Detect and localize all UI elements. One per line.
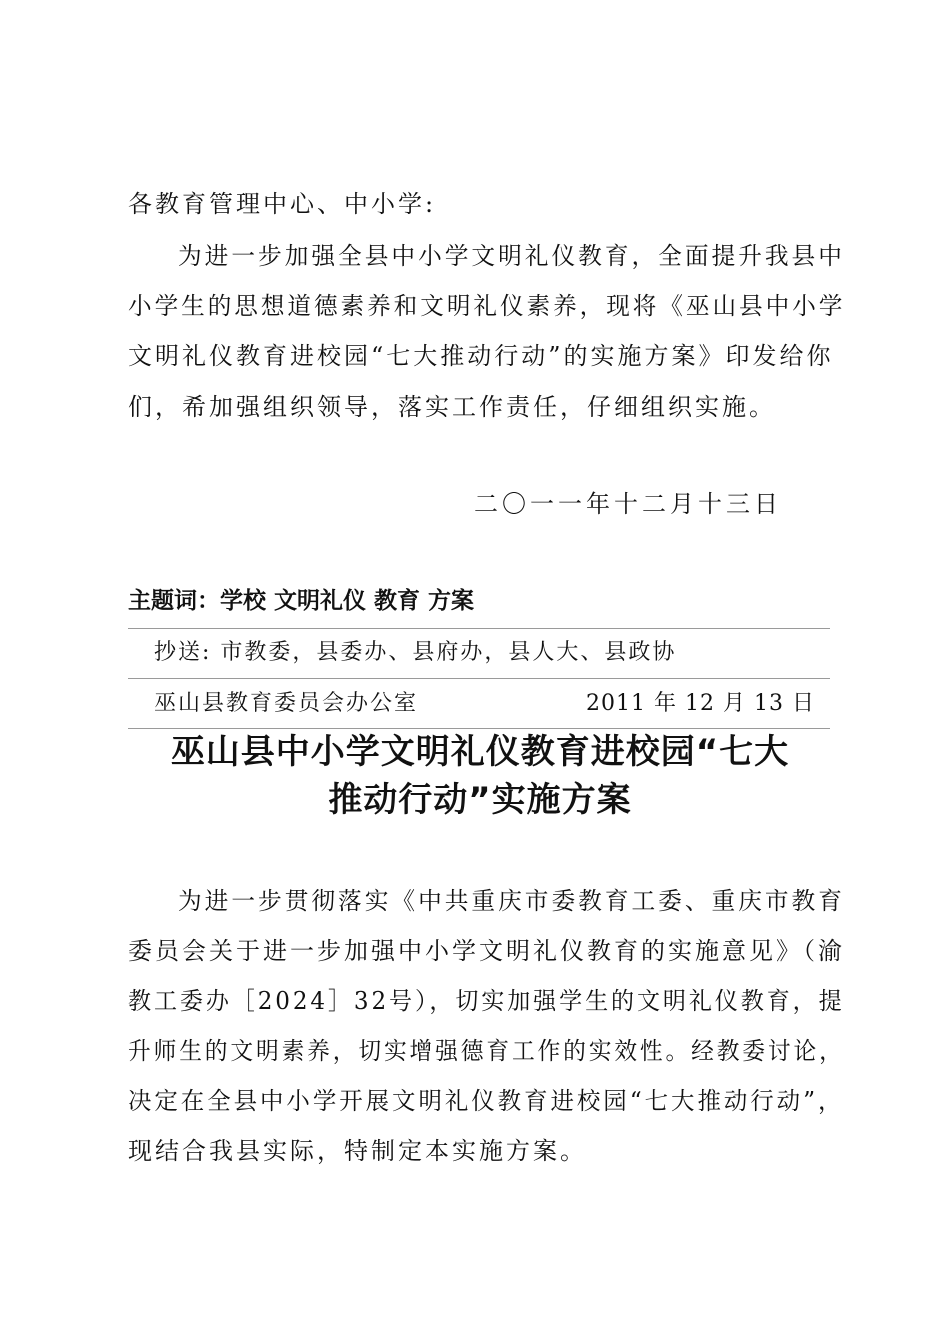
notice-date: 二〇一一年十二月十三日 [474,490,782,518]
divider [128,678,830,679]
notice-body-line: 为进一步加强全县中小学文明礼仪教育，全面提升我县中 [178,242,845,270]
subject-keyword: 教育 [374,588,420,614]
cc-label: 抄送: [154,640,212,665]
notice-body-line: 小学生的思想道德素养和文明礼仪素养，现将《巫山县中小学 [128,292,846,320]
cc-recipients: 市教委，县委办、县府办，县人大、县政协 [220,640,677,665]
issue-date: 2011 年 12 月 13 日 [586,691,815,716]
subject-keywords [128,585,482,617]
plan-title-line: 推动行动”实施方案 [328,780,632,820]
salutation: 各教育管理中心、中小学: [128,190,437,218]
plan-body-line: 决定在全县中小学开展文明礼仪教育进校园“七大推动行动”， [128,1087,845,1115]
notice-body-line: 文明礼仪教育进校园“七大推动行动”的实施方案》印发给你 [128,342,834,370]
plan-title-line: 巫山县中小学文明礼仪教育进校园“七大 [170,732,790,772]
divider [128,628,830,629]
divider [128,728,830,729]
cc-line [154,638,676,668]
subject-keyword: 文明礼仪 [274,588,366,614]
issuer-office: 巫山县教育委员会办公室 [154,691,419,716]
plan-body-line: 委员会关于进一步加强中小学文明礼仪教育的实施意见》（渝 [128,937,845,965]
plan-body-line: 升师生的文明素养，切实增强德育工作的实效性。经教委讨论， [128,1037,845,1065]
notice-body-line: 们，希加强组织领导，落实工作责任，仔细组织实施。 [128,393,776,421]
plan-body-line: 为进一步贯彻落实《中共重庆市委教育工委、重庆市教育 [178,887,845,915]
subject-keyword: 方案 [428,588,474,614]
subject-keyword: 学校 [220,588,266,614]
subject-label: 主题词： [128,588,220,614]
plan-body-line: 教工委办［2024］32号），切实加强学生的文明礼仪教育，提 [128,987,845,1015]
plan-body-line: 现结合我县实际，特制定本实施方案。 [128,1137,587,1165]
